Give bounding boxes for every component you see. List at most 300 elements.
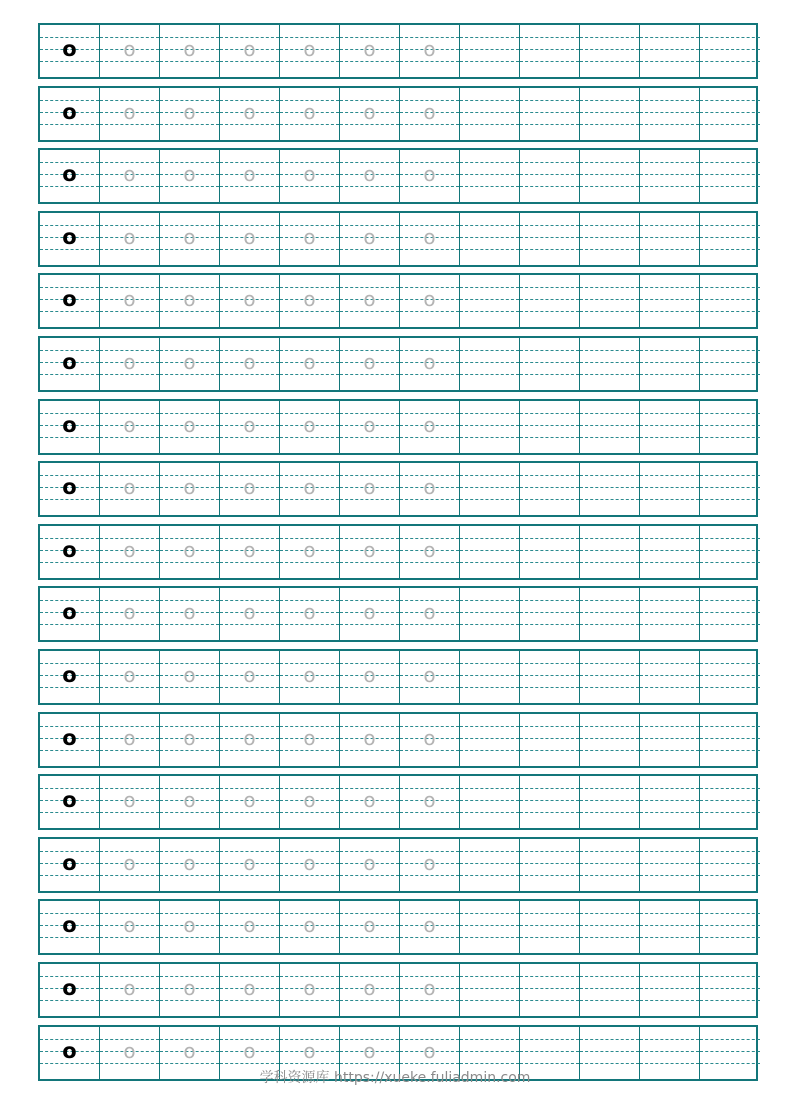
blank-writing-cell [700,213,760,265]
guide-line [640,663,699,664]
trace-cell [280,839,340,891]
guide-line [460,124,519,125]
trace-cell [280,776,340,828]
practice-row [38,148,758,204]
blank-writing-cell [580,88,640,140]
trace-letter: o [123,287,136,312]
guide-line [640,162,699,163]
guide-line [580,738,639,739]
trace-cell [220,275,280,327]
guide-line [640,487,699,488]
guide-line [640,988,699,989]
trace-cell [220,150,280,202]
blank-writing-cell [520,651,580,703]
guide-line [580,875,639,876]
guide-line [640,750,699,751]
trace-cell [340,401,400,453]
trace-letter: o [423,475,436,500]
model-cell [40,776,100,828]
trace-cell [160,213,220,265]
trace-cell [400,88,460,140]
trace-cell [220,651,280,703]
guide-line [700,287,760,288]
guide-line [460,487,519,488]
trace-letter: o [123,600,136,625]
guide-line [460,851,519,852]
guide-line [580,112,639,113]
trace-cell [160,150,220,202]
guide-line [520,800,579,801]
blank-writing-cell [700,25,760,77]
guide-line [640,299,699,300]
guide-line [520,624,579,625]
blank-writing-cell [520,776,580,828]
guide-line [700,788,760,789]
trace-letter: o [423,850,436,875]
trace-letter: o [183,349,196,374]
trace-letter: o [243,600,256,625]
blank-writing-cell [640,901,700,953]
guide-line [640,237,699,238]
guide-line [580,538,639,539]
model-cell [40,88,100,140]
trace-letter: o [363,99,376,124]
guide-line [460,687,519,688]
blank-writing-cell [700,901,760,953]
blank-writing-cell [640,964,700,1016]
blank-writing-cell [460,401,520,453]
blank-writing-cell [700,651,760,703]
guide-line [580,550,639,551]
trace-letter: o [303,850,316,875]
guide-line [700,413,760,414]
guide-line [700,976,760,977]
trace-cell [160,964,220,1016]
trace-cell [340,526,400,578]
guide-line [460,162,519,163]
guide-line [460,800,519,801]
guide-line [640,562,699,563]
guide-line [520,437,579,438]
blank-writing-cell [700,88,760,140]
guide-line [460,788,519,789]
model-cell [40,463,100,515]
practice-row [38,86,758,142]
trace-cell [100,338,160,390]
guide-line [580,600,639,601]
guide-line [700,687,760,688]
trace-letter: o [303,913,316,938]
trace-letter: o [423,725,436,750]
trace-cell [220,588,280,640]
blank-writing-cell [640,463,700,515]
blank-writing-cell [640,150,700,202]
blank-writing-cell [460,88,520,140]
trace-cell [280,213,340,265]
trace-cell [100,651,160,703]
trace-cell [400,463,460,515]
trace-letter: o [363,913,376,938]
guide-line [520,225,579,226]
trace-cell [100,901,160,953]
guide-line [700,475,760,476]
guide-line [460,186,519,187]
trace-letter: o [243,224,256,249]
trace-letter: o [183,99,196,124]
trace-cell [100,150,160,202]
model-letter: o [62,412,77,437]
trace-letter: o [243,162,256,187]
trace-letter: o [123,850,136,875]
guide-line [580,1039,639,1040]
trace-letter: o [123,537,136,562]
trace-cell [280,463,340,515]
model-cell [40,401,100,453]
trace-cell [100,839,160,891]
guide-line [700,663,760,664]
blank-writing-cell [520,714,580,766]
trace-letter: o [303,99,316,124]
trace-cell [340,776,400,828]
guide-line [640,863,699,864]
guide-line [640,687,699,688]
guide-line [520,299,579,300]
model-letter: o [62,99,77,124]
model-letter: o [62,788,77,813]
trace-letter: o [183,537,196,562]
guide-line [460,174,519,175]
blank-writing-cell [520,526,580,578]
trace-cell [220,714,280,766]
blank-writing-cell [520,463,580,515]
guide-line [700,988,760,989]
guide-line [700,37,760,38]
model-letter: o [62,287,77,312]
guide-line [580,925,639,926]
guide-line [580,562,639,563]
guide-line [580,225,639,226]
trace-letter: o [183,1038,196,1063]
guide-line [640,425,699,426]
trace-letter: o [423,349,436,374]
trace-cell [400,776,460,828]
trace-cell [220,964,280,1016]
guide-line [580,186,639,187]
trace-cell [100,526,160,578]
guide-line [640,1039,699,1040]
trace-cell [340,714,400,766]
trace-cell [400,275,460,327]
trace-cell [220,526,280,578]
blank-writing-cell [640,25,700,77]
guide-line [580,499,639,500]
guide-line [640,925,699,926]
guide-line [460,988,519,989]
guide-line [520,851,579,852]
blank-writing-cell [640,338,700,390]
blank-writing-cell [460,338,520,390]
guide-line [520,738,579,739]
blank-writing-cell [520,338,580,390]
model-cell [40,714,100,766]
guide-line [700,362,760,363]
trace-letter: o [363,475,376,500]
guide-line [520,374,579,375]
guide-line [460,538,519,539]
guide-line [580,863,639,864]
trace-cell [160,776,220,828]
guide-line [580,362,639,363]
trace-letter: o [183,224,196,249]
trace-letter: o [363,349,376,374]
trace-letter: o [243,287,256,312]
guide-line [460,913,519,914]
blank-writing-cell [460,588,520,640]
trace-letter: o [303,975,316,1000]
practice-row [38,399,758,455]
guide-line [640,612,699,613]
trace-letter: o [123,662,136,687]
guide-line [520,675,579,676]
guide-line [700,437,760,438]
blank-writing-cell [460,275,520,327]
trace-letter: o [423,224,436,249]
guide-line [580,788,639,789]
guide-line [460,600,519,601]
guide-line [640,1051,699,1052]
guide-line [640,374,699,375]
trace-letter: o [363,1038,376,1063]
guide-line [520,174,579,175]
trace-letter: o [303,1038,316,1063]
guide-line [460,550,519,551]
guide-line [520,1039,579,1040]
guide-line [700,624,760,625]
guide-line [460,61,519,62]
guide-line [580,1051,639,1052]
guide-line [460,624,519,625]
guide-line [700,550,760,551]
guide-line [700,100,760,101]
guide-line [520,925,579,926]
guide-line [520,812,579,813]
trace-cell [100,714,160,766]
guide-line [520,499,579,500]
guide-line [640,851,699,852]
trace-cell [400,964,460,1016]
trace-cell [280,964,340,1016]
trace-cell [340,88,400,140]
guide-line [580,299,639,300]
model-cell [40,588,100,640]
trace-cell [220,338,280,390]
trace-cell [340,901,400,953]
trace-cell [220,839,280,891]
guide-line [580,487,639,488]
guide-line [460,374,519,375]
guide-line [640,1063,699,1064]
guide-line [460,812,519,813]
practice-row [38,712,758,768]
guide-line [580,61,639,62]
guide-line [580,812,639,813]
trace-letter: o [423,662,436,687]
trace-letter: o [243,99,256,124]
guide-line [640,788,699,789]
trace-cell [160,401,220,453]
guide-line [580,425,639,426]
guide-line [580,237,639,238]
trace-cell [220,88,280,140]
blank-writing-cell [640,401,700,453]
guide-line [520,976,579,977]
trace-cell [340,463,400,515]
guide-line [580,350,639,351]
blank-writing-cell [460,150,520,202]
guide-line [700,863,760,864]
guide-line [700,875,760,876]
blank-writing-cell [580,964,640,1016]
practice-row [38,586,758,642]
guide-line [640,311,699,312]
guide-line [460,750,519,751]
trace-letter: o [423,287,436,312]
model-letter: o [62,349,77,374]
blank-writing-cell [520,588,580,640]
guide-line [580,913,639,914]
trace-letter: o [363,975,376,1000]
practice-row [38,273,758,329]
trace-cell [400,25,460,77]
guide-line [520,237,579,238]
guide-line [520,1063,579,1064]
blank-writing-cell [460,463,520,515]
trace-letter: o [243,475,256,500]
trace-letter: o [243,788,256,813]
guide-line [700,925,760,926]
guide-line [700,487,760,488]
trace-cell [160,88,220,140]
trace-cell [100,25,160,77]
trace-cell [160,526,220,578]
guide-line [580,726,639,727]
trace-letter: o [183,37,196,61]
guide-line [580,612,639,613]
blank-writing-cell [520,839,580,891]
trace-letter: o [123,1038,136,1063]
guide-line [640,726,699,727]
guide-line [520,937,579,938]
guide-line [700,162,760,163]
guide-line [700,800,760,801]
guide-line [640,413,699,414]
guide-line [460,237,519,238]
trace-cell [340,651,400,703]
trace-cell [280,88,340,140]
blank-writing-cell [580,213,640,265]
trace-cell [400,213,460,265]
blank-writing-cell [640,776,700,828]
blank-writing-cell [700,401,760,453]
blank-writing-cell [460,651,520,703]
guide-line [520,249,579,250]
model-letter: o [62,600,77,625]
model-letter: o [62,37,77,61]
guide-line [700,61,760,62]
guide-line [700,538,760,539]
trace-cell [100,401,160,453]
guide-line [580,37,639,38]
model-letter: o [62,662,77,687]
guide-line [520,875,579,876]
guide-line [460,311,519,312]
guide-line [700,499,760,500]
trace-cell [280,526,340,578]
blank-writing-cell [520,901,580,953]
model-cell [40,901,100,953]
guide-line [520,562,579,563]
guide-line [460,362,519,363]
practice-row [38,774,758,830]
trace-letter: o [243,725,256,750]
trace-letter: o [303,287,316,312]
blank-writing-cell [580,463,640,515]
trace-cell [160,25,220,77]
blank-writing-cell [640,588,700,640]
practice-row [38,649,758,705]
trace-letter: o [423,537,436,562]
trace-letter: o [303,475,316,500]
blank-writing-cell [520,275,580,327]
guide-line [460,475,519,476]
trace-cell [340,275,400,327]
guide-line [580,162,639,163]
model-cell [40,213,100,265]
trace-letter: o [363,287,376,312]
trace-cell [400,588,460,640]
guide-line [640,475,699,476]
guide-line [520,600,579,601]
guide-line [580,49,639,50]
blank-writing-cell [700,776,760,828]
guide-line [640,538,699,539]
guide-line [460,738,519,739]
model-letter: o [62,1038,77,1063]
trace-cell [100,275,160,327]
trace-letter: o [243,662,256,687]
model-cell [40,150,100,202]
practice-row [38,837,758,893]
guide-line [460,225,519,226]
guide-line [460,425,519,426]
trace-cell [220,463,280,515]
trace-letter: o [243,537,256,562]
trace-letter: o [183,287,196,312]
guide-line [520,112,579,113]
trace-cell [400,401,460,453]
guide-line [580,1063,639,1064]
guide-line [520,49,579,50]
trace-letter: o [303,662,316,687]
guide-line [520,287,579,288]
guide-line [460,562,519,563]
trace-cell [100,588,160,640]
blank-writing-cell [520,88,580,140]
trace-cell [400,839,460,891]
trace-cell [100,463,160,515]
blank-writing-cell [640,839,700,891]
blank-writing-cell [580,651,640,703]
